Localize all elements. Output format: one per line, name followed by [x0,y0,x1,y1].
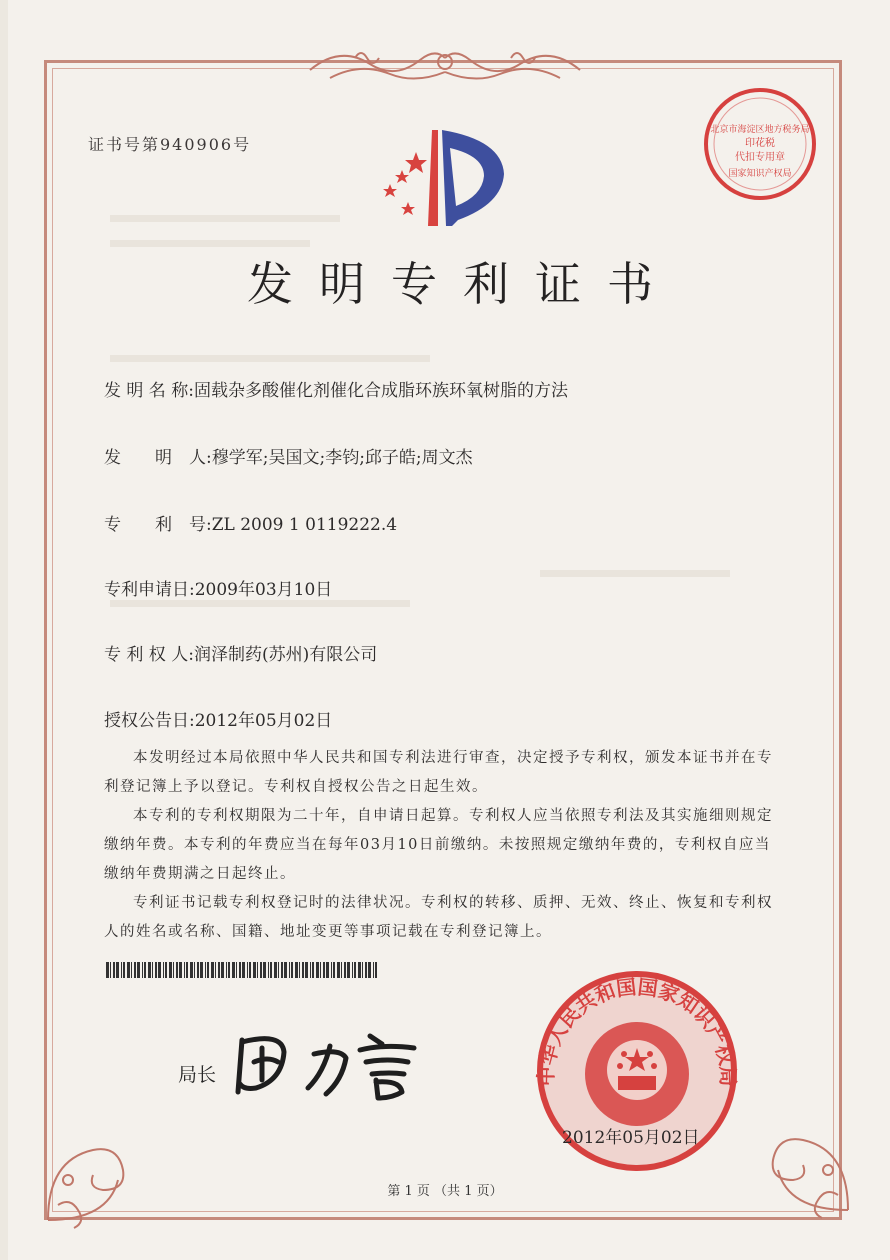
barcode-bar [289,962,290,978]
grant-date-label: 授权公告日: [104,711,195,731]
barcode-bar [341,962,342,978]
grant-date-field [104,706,332,731]
barcode-bar [190,962,193,978]
inventors-value: 穆学军;吴国文;李钧;邱子皓;周文杰 [211,448,473,468]
barcode-bar [158,962,161,978]
patent-number-label: 专 利 号: [104,515,212,535]
barcode-bar [302,962,304,978]
director-label: 局长 [178,1064,217,1086]
barcode-bar [113,962,115,978]
barcode-bar [215,962,216,978]
patent-number-value: ZL 2009 1 0119222.4 [211,515,398,535]
barcode-bar [144,962,146,978]
barcode [106,962,380,978]
inventors-label: 发 明 人: [104,448,212,468]
barcode-bar [373,962,374,978]
issue-date: 2012年05月02日 [562,1128,700,1148]
barcode-bar [186,962,188,978]
barcode-bar [226,962,227,978]
barcode-bar [173,962,174,978]
barcode-bar [362,962,363,978]
invention-name-label: 发 明 名 称: [104,381,194,401]
paragraph-grant-statement: 本发明经过本局依照中华人民共和国专利法进行审查，决定授予专利权，颁发本证书并在专利登记簿上予以登记。专利权自授权公告之日起生效。 [104,750,773,795]
barcode-bar [236,962,237,978]
barcode-bar [257,962,258,978]
patentee-value: 润泽制药(苏州)有限公司 [193,645,378,665]
barcode-bar [239,962,241,978]
barcode-bar [326,962,329,978]
barcode-bar [278,962,279,978]
barcode-bar [163,962,164,978]
barcode-bar [284,962,287,978]
filing-date-field [104,575,332,600]
barcode-bar [310,962,311,978]
paragraph-term-statement: 本专利的专利权期限为二十年，自申请日起算。专利权人应当依照专利法及其实施细则规定缴纳年费。本专利的年费应当在每年03月10日前缴纳。未按照规定缴纳年费的，专利权自应当缴纳年费期满之日起终止。 [104,808,773,882]
barcode-bar [131,962,132,978]
barcode-bar [221,962,224,978]
certificate-number: 证书号第940906号 [88,135,252,154]
barcode-bar [121,962,122,978]
barcode-bar [305,962,308,978]
barcode-bar [176,962,178,978]
svg-text:印花税: 印花税 [745,138,775,149]
barcode-bar [253,962,256,978]
barcode-bar [368,962,371,978]
barcode-bar [155,962,157,978]
barcode-bar [179,962,182,978]
barcode-bar [263,962,266,978]
barcode-bar [165,962,167,978]
paragraph-legal-status: 专利证书记载专利权登记时的法律状况。专利权的转移、质押、无效、终止、恢复和专利权人的姓名或名称、国籍、地址变更等事项记载在专利登记簿上。 [104,895,773,940]
director-signature [232,1022,432,1102]
patent-office-logo [372,122,522,232]
barcode-bar [291,962,293,978]
barcode-bar [375,962,377,978]
barcode-bar [184,962,185,978]
invention-name-value: 固载杂多酸催化剂催化合成脂环族环氧树脂的方法 [193,381,568,401]
barcode-bar [260,962,262,978]
barcode-bar [134,962,136,978]
barcode-bar [333,962,335,978]
invention-name-field [104,376,568,401]
barcode-bar [347,962,350,978]
barcode-bar [354,962,356,978]
barcode-bar [106,962,109,978]
barcode-bar [197,962,199,978]
barcode-bar [200,962,203,978]
barcode-bar [123,962,125,978]
barcode-bar [110,962,111,978]
barcode-bar [249,962,251,978]
barcode-bar [207,962,209,978]
barcode-bar [228,962,230,978]
barcode-bar [331,962,332,978]
svg-text:代扣专用章: 代扣专用章 [735,152,785,163]
corner-ornament-bottom-left [38,1120,148,1230]
barcode-bar [247,962,248,978]
barcode-bar [116,962,119,978]
barcode-bar [142,962,143,978]
barcode-bar [148,962,151,978]
barcode-bar [194,962,195,978]
svg-text:中华人民共和国国家知识产权局: 中华人民共和国国家知识产权局 [533,974,741,1087]
top-ornament [300,40,590,88]
grant-date-value: 2012年05月02日 [194,711,333,731]
page-indicator: 第 1 页 （共 1 页） [387,1184,503,1199]
inventors-field [104,443,473,468]
barcode-bar [274,962,277,978]
corner-ornament-bottom-right [748,1110,858,1220]
barcode-bar [242,962,245,978]
barcode-bar [358,962,361,978]
barcode-bar [295,962,298,978]
barcode-bar [211,962,214,978]
filing-date-value: 2009年03月10日 [194,580,333,600]
barcode-bar [232,962,235,978]
barcode-bar [152,962,153,978]
barcode-bar [365,962,367,978]
barcode-bar [169,962,172,978]
barcode-bar [323,962,325,978]
patentee-field [104,640,377,665]
barcode-bar [299,962,300,978]
barcode-bar [281,962,283,978]
svg-text:北京市海淀区地方税务局: 北京市海淀区地方税务局 [710,125,810,135]
barcode-bar [205,962,206,978]
barcode-bar [268,962,269,978]
patent-number-field [104,510,397,535]
svg-text:国家知识产权局: 国家知识产权局 [728,169,792,179]
patentee-label: 专 利 权 人: [104,645,194,665]
barcode-bar [316,962,319,978]
barcode-bar [137,962,140,978]
filing-date-label: 专利申请日: [104,580,195,600]
stamp-tax-seal [700,84,820,204]
page-title: 发明专利证书 [247,257,679,311]
barcode-bar [320,962,321,978]
barcode-bar [312,962,314,978]
barcode-bar [127,962,130,978]
barcode-bar [352,962,353,978]
barcode-bar [344,962,346,978]
barcode-bar [218,962,220,978]
barcode-bar [337,962,340,978]
barcode-bar [270,962,272,978]
